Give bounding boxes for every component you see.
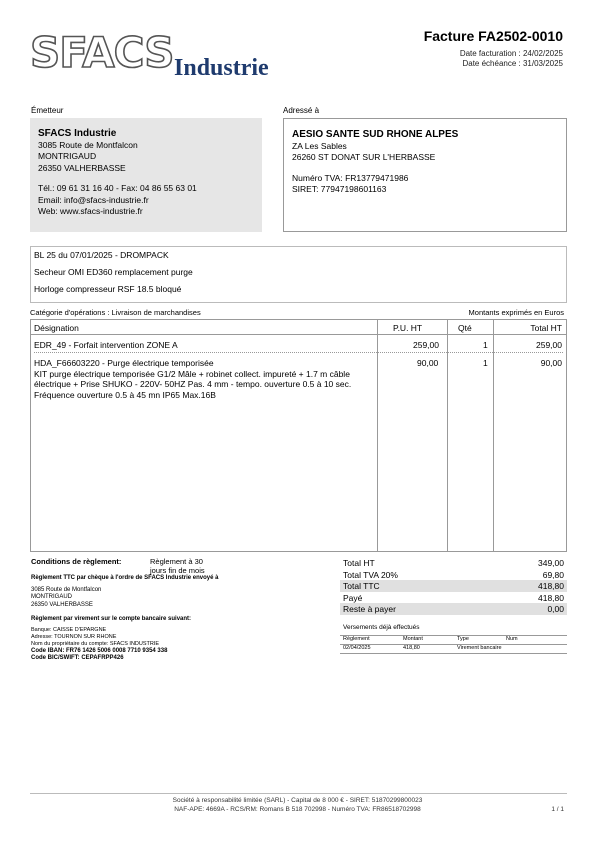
payment-conditions — [31, 557, 218, 663]
payments-title: Versements déjà effectués — [343, 624, 420, 631]
emitter-name: SFACS Industrie — [38, 128, 117, 139]
total-label: Total TVA 20% — [343, 569, 398, 580]
total-value: 349,00 — [538, 558, 564, 568]
items-table-header — [31, 320, 566, 335]
bank-iban: Code IBAN: FR76 1426 5006 0008 7710 9354 338 — [31, 647, 168, 654]
recipient-label: Adressé à — [283, 106, 320, 115]
note-line: BL 25 du 07/01/2025 - DROMPACK — [34, 250, 169, 260]
row-total: 259,00 — [536, 340, 562, 350]
footer-divider — [30, 793, 567, 794]
total-value: 69,80 — [542, 569, 564, 580]
conditions-label: Conditions de règlement: — [31, 557, 122, 566]
payment-type: Virement bancaire — [457, 645, 502, 651]
cheque-address: 3085 Route de Montfalcon — [31, 586, 102, 593]
emitter-web: Web: www.sfacs-industrie.fr — [38, 206, 143, 216]
footer — [0, 797, 595, 814]
note-line: Secheur OMI ED360 remplacement purge — [34, 267, 193, 277]
remaining-row — [340, 603, 567, 615]
total-label: Total HT — [343, 558, 375, 568]
currency-note: Montants exprimés en Euros — [468, 308, 564, 317]
recipient-siret: SIRET: 77947198601163 — [292, 184, 387, 194]
total-tva-row — [340, 569, 567, 581]
row-unit-price: 259,00 — [413, 340, 439, 350]
cheque-zip: 26350 VALHERBASSE — [31, 601, 93, 608]
totals-block — [340, 557, 567, 615]
invoice-notes — [30, 246, 567, 303]
virement-title: Règlement par virement sur le compte bancaire suivant: — [31, 616, 192, 622]
total-value: 418,80 — [538, 592, 564, 603]
conditions-value: Règlement à 30 jours fin de mois — [150, 557, 205, 575]
date-facturation: Date facturation : 24/02/2025 — [459, 49, 563, 58]
table-row — [340, 645, 567, 654]
recipient-address: ZA Les Sables — [292, 140, 347, 151]
header-quantity: Qté — [458, 323, 472, 333]
bank-bic: Code BIC/SWIFT: CEPAFRPP426 — [31, 655, 124, 661]
row-quantity: 1 — [483, 358, 488, 368]
company-logo-subtitle: Industrie — [174, 55, 269, 81]
recipient-city: 26260 ST DONAT SUR L'HERBASSE — [292, 152, 436, 162]
row-unit-price: 90,00 — [417, 358, 439, 368]
emitter-zip: 26350 VALHERBASSE — [38, 162, 126, 173]
recipient-box — [283, 118, 567, 232]
payment-date: 02/04/2025 — [343, 645, 371, 651]
payments-header-cell: Num — [506, 636, 518, 642]
total-ttc-row — [340, 580, 567, 592]
footer-legal: Société à responsabilité limitée (SARL) - Capital de 8 000 € - SIRET: 51870299800023 — [172, 797, 423, 804]
invoice-title: Facture FA2502-0010 — [423, 28, 563, 44]
row-total: 90,00 — [540, 358, 562, 368]
note-line: Horloge compresseur RSF 18.5 bloqué — [34, 284, 182, 294]
items-table — [30, 319, 567, 552]
emitter-city: MONTRIGAUD — [38, 151, 97, 161]
operation-category: Catégorie d'opérations : Livraison de marchandises — [30, 308, 201, 317]
emitter-box — [30, 118, 262, 232]
page-number: 1 / 1 — [551, 806, 564, 813]
total-label: Payé — [343, 592, 363, 603]
recipient-tva: Numéro TVA: FR13779471986 — [292, 172, 409, 183]
payments-table — [340, 635, 567, 654]
emitter-email: Email: info@sfacs-industrie.fr — [38, 194, 149, 205]
emitter-address: 3085 Route de Montfalcon — [38, 139, 138, 150]
header-unit-price: P.U. HT — [393, 323, 423, 333]
total-label: Total TTC — [343, 581, 380, 591]
header-total: Total HT — [530, 323, 562, 333]
table-row — [31, 337, 566, 351]
payments-header-cell: Type — [457, 636, 469, 642]
payments-header-cell: Montant — [403, 636, 423, 642]
total-value: 0,00 — [547, 604, 564, 614]
company-logo: SFACS — [30, 28, 174, 77]
row-description: électrique + Prise SHUKO - 220V- 50HZ Pas. 4 mm - tempo. ouverture 0.5 à 10 sec. — [34, 379, 352, 389]
total-ht-row — [340, 557, 567, 569]
payment-amount: 418,80 — [403, 645, 420, 651]
cheque-city: MONTRIGAUD — [31, 594, 72, 600]
invoice-dates — [460, 49, 563, 69]
bank-address: Adresse: TOURNON SUR RHONE — [31, 633, 117, 640]
bank-owner: Nom du propriétaire du compte: SFACS INDUSTRIE — [31, 640, 160, 647]
total-label: Reste à payer — [343, 604, 396, 614]
cheque-title: Règlement TTC par chèque à l'ordre de SFACS Industrie envoyé à — [31, 575, 219, 581]
row-designation: EDR_49 - Forfait intervention ZONE A — [34, 340, 178, 350]
payments-header — [340, 635, 567, 645]
payments-block — [340, 624, 567, 654]
payments-header-cell: Règlement — [343, 636, 370, 642]
bank-name: Banque: CAISSE D'EPARGNE — [31, 626, 107, 633]
paid-row — [340, 592, 567, 604]
header-designation: Désignation — [34, 323, 79, 333]
row-description: Fréquence ouverture 0.5 à 45 mn IP65 Max.16B — [34, 389, 216, 400]
emitter-phone: Tél.: 09 61 31 16 40 - Fax: 04 86 55 63 01 — [38, 183, 197, 193]
emitter-label: Émetteur — [31, 106, 64, 115]
total-value: 418,80 — [538, 581, 564, 591]
row-description: KIT purge électrique temporisée G1/2 Mâle + robinet collect. impureté + 1.7 m câble — [34, 368, 350, 379]
footer-registration: NAF-APE: 4669A - RCS/RM: Romans B 518 702998 - Numéro TVA: FR86518702998 — [174, 805, 421, 813]
date-echeance: Date échéance : 31/03/2025 — [462, 59, 563, 68]
row-designation: HDA_F66603220 - Purge électrique temporisée — [34, 358, 214, 368]
recipient-name: AESIO SANTE SUD RHONE ALPES — [292, 129, 459, 140]
row-quantity: 1 — [483, 340, 488, 350]
